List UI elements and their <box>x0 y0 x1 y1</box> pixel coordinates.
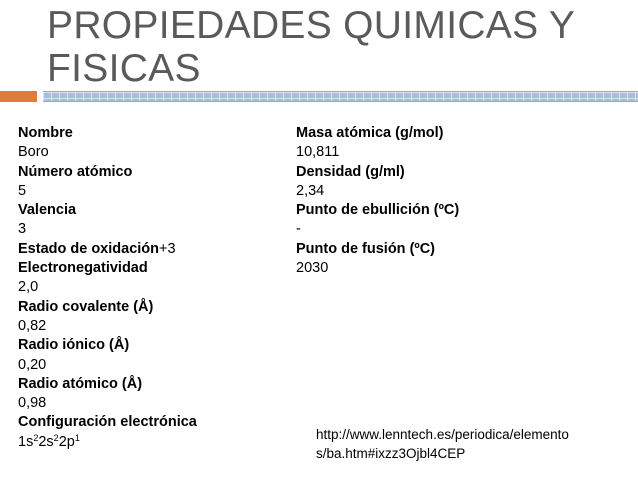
radio-covalente-value: 0,82 <box>18 317 47 334</box>
masa-atomica-value: 10,811 <box>296 144 340 161</box>
numero-atomico-label: Número atómico <box>18 163 133 180</box>
title-line-2: FISICAS <box>47 47 201 90</box>
numero-atomico-value: 5 <box>18 182 27 199</box>
title-line-1: PROPIEDADES QUIMICAS Y <box>47 4 576 47</box>
punto-fusion-label: Punto de fusión (ºC) <box>296 240 435 257</box>
punto-ebullicion-label: Punto de ebullición (ºC) <box>296 202 460 219</box>
valencia-value: 3 <box>18 221 27 238</box>
radio-ionico-label: Radio iónico (Å) <box>18 337 130 354</box>
electronegatividad-value: 2,0 <box>18 279 39 296</box>
valencia-label: Valencia <box>18 202 77 219</box>
densidad-label: Densidad (g/ml) <box>296 163 405 180</box>
nombre-label: Nombre <box>18 125 73 141</box>
oxidacion-label: Estado de oxidación <box>18 240 159 257</box>
oxidacion-row <box>18 240 278 259</box>
accent-orange-block <box>0 91 37 102</box>
punto-fusion-value: 2030 <box>296 260 329 277</box>
source-link[interactable] <box>316 425 636 463</box>
radio-atomico-label: Radio atómico (Å) <box>18 375 143 392</box>
configuracion-value: $1s^22s^22p^1$ <box>18 432 80 450</box>
source-link-line-2[interactable]: s/ba.htm#ixzz3Ojbl4CEP <box>316 446 466 461</box>
radio-atomico-value: 0,98 <box>18 395 47 412</box>
electronegatividad-label: Electronegatividad <box>18 260 148 277</box>
slide-title <box>47 4 627 90</box>
source-link-line-1[interactable]: http://www.lenntech.es/periodica/elemento <box>316 427 569 442</box>
oxidacion-value: +3 <box>159 240 176 257</box>
punto-ebullicion-value: - <box>296 221 301 238</box>
accent-blue-bar <box>43 91 638 102</box>
configuracion-label: Configuración electrónica <box>18 414 197 431</box>
nombre-value: Boro <box>18 144 49 161</box>
properties-right-column <box>296 124 616 278</box>
masa-atomica-label: Masa atómica (g/mol) <box>296 125 444 141</box>
radio-covalente-label: Radio covalente (Å) <box>18 298 154 315</box>
properties-left-column <box>18 124 278 452</box>
radio-ionico-value: 0,20 <box>18 356 47 373</box>
densidad-value: 2,34 <box>296 182 325 199</box>
